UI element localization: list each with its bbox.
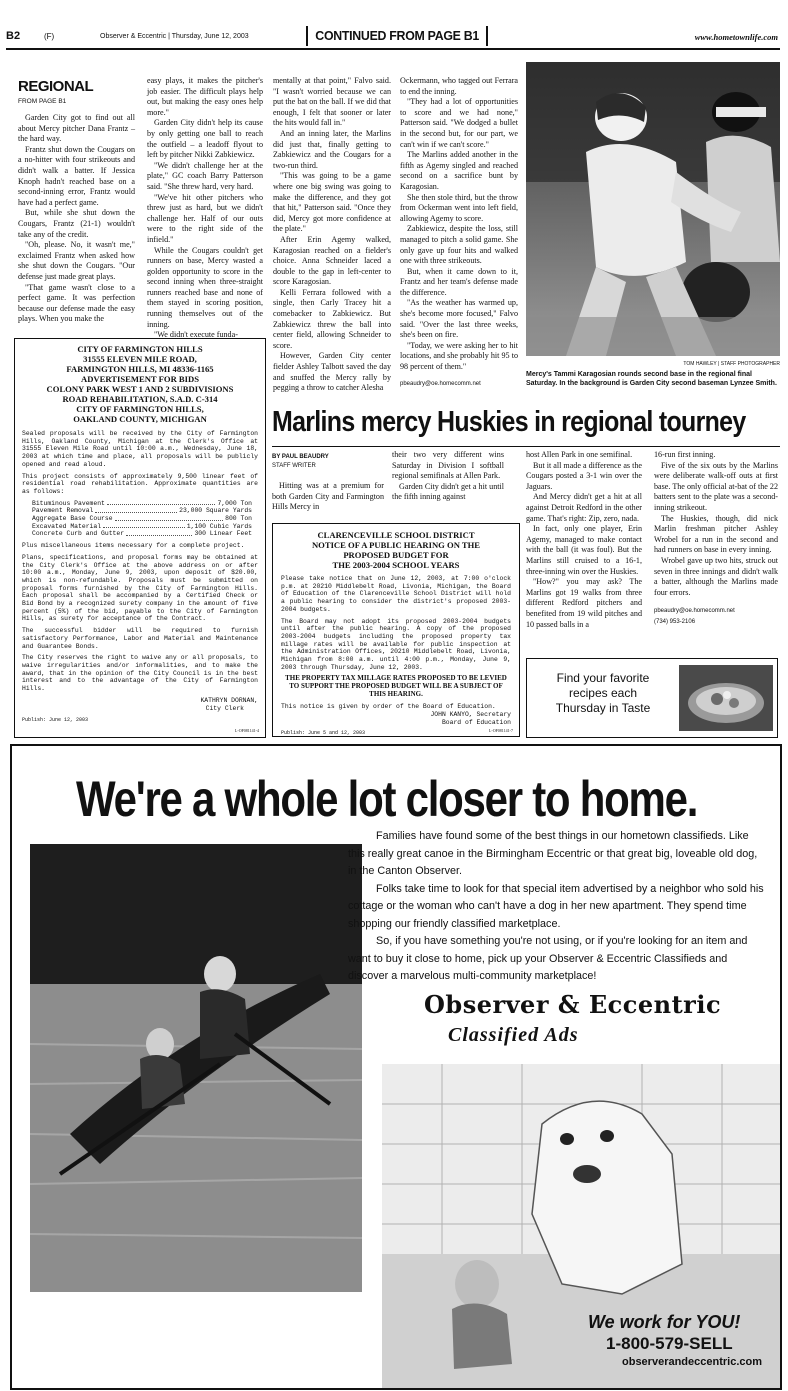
paragraph: Five of the six outs by the Marlins were deliberate walk-off outs at first base. The only official at-bat of the 22 batters sent to the plate was a second-inning strikeout.: [654, 460, 778, 512]
paragraph: their two very different wins Saturday in Division I softball regional semifinals at Allen Park.: [392, 450, 504, 481]
continued-label: CONTINUED FROM PAGE B1: [315, 28, 479, 43]
paragraph: Garden City got to find out all about Mercy pitcher Dana Frantz – the hard way.: [18, 113, 135, 144]
paragraph: "Today, we were asking her to hit locations, and she probably hit 95 to 98 percent of them.": [400, 340, 518, 372]
ad-paragraph: Sealed proposals will be received by the City of Farmington Hills, Oakland County, Michigan at the Clerk's Office at 31555 Eleven Mile Road until 10:00 a.m., Wednesday, June 18, 2003 at which time and place, all proposals will be publicly opened and read aloud.: [22, 430, 258, 468]
paragraph: Garden City didn't get a hit until the fifth inning against: [392, 481, 504, 502]
softball-photo: [526, 62, 780, 356]
classified-body: [348, 828, 768, 986]
continued-banner: [306, 26, 488, 46]
ad-heading: CITY OF FARMINGTON HILLS: [77, 344, 203, 354]
taste-promo-text: [533, 671, 673, 716]
paragraph: Families have found some of the best things in our hometown classifieds. Like this really great canoe in the Birmingham Eccentric or that great big, loveable old dog, in the Canton Observer.: [348, 830, 758, 877]
ad-paragraph: Plus miscellaneous items necessary for a complete project.: [22, 542, 245, 550]
promo-line: Find your favorite: [556, 671, 650, 685]
ad-code: L-OF081141-7: [488, 728, 513, 733]
list-item: Excavated Material 1,100 Cubic Yards: [32, 522, 252, 530]
taste-promo-box[interactable]: [526, 658, 778, 738]
list-item: Pavement Removal 23,000 Square Yards: [32, 507, 252, 515]
paragraph: After Erin Agemy walked, Karagosian reached on a fielder's choice. Anna Schneider laced a double to the gap in left-center to score Karagosian.: [273, 234, 391, 287]
regional-column-1: [18, 113, 135, 325]
ad-paragraph: This project consists of approximately 9,500 linear feet of residential road rehabilitation. Approximate quantities are as follows:: [22, 472, 258, 495]
photo-caption: Mercy's Tammi Karagosian rounds second base in the regional final Saturday. In the background is Garden City second baseman Lynzee Smith.: [526, 371, 777, 387]
ad-signer-title: City Clerk: [205, 704, 244, 712]
quantity-list: [32, 500, 252, 539]
paragraph: Garden City didn't help its cause by only getting one ball to reach the outfield – a leadoff flyout to left by pitcher Nikki Zabkiewicz.: [147, 118, 263, 160]
ad-heading: COLONY PARK WEST 1 AND 2 SUBDIVISIONS: [46, 384, 234, 394]
paragraph: "We didn't execute funda-: [154, 330, 238, 340]
edition-mark: (F): [44, 32, 55, 41]
paragraph: The Huskies, though, did nick Marlin freshman pitcher Ashley Wrobel for a run in the second and had runners on base in every inning.: [654, 513, 778, 555]
paragraph: "We've hit other pitchers who threw just as hard, but we didn't challenge her. Half of our outs were to the right side of the infield.": [147, 192, 263, 244]
paragraph: However, Garden City center fielder Ashley Talbott saved the day and snuffed the Mercy rally by pegging a throw to catcher Alesha: [273, 351, 391, 393]
promo-line: Thursday in Taste: [555, 701, 651, 715]
list-item: Aggregate Base Course 800 Ton: [32, 515, 252, 523]
photo-credit: TOM HAWLEY | STAFF PHOTOGRAPHER: [683, 361, 780, 367]
paragraph: 16-run first inning.: [654, 450, 716, 459]
website-url[interactable]: www.hometownlife.com: [694, 32, 778, 42]
food-illustration: [679, 665, 773, 731]
phone-number[interactable]: 1-800-579-SELL: [606, 1334, 733, 1353]
ad-signer: KATHRYN DORNAN,: [200, 696, 258, 704]
website-link[interactable]: observerandeccentric.com: [622, 1356, 763, 1368]
dateline: Observer & Eccentric | Thursday, June 12, 2003: [100, 33, 249, 40]
paragraph: Wrobel gave up two hits, struck out seven in three innings and didn't walk a batter, although the Marlins made four errors.: [654, 555, 778, 597]
paragraph: While the Cougars couldn't get runners on base, Mercy wasted a golden opportunity to score in the second inning when three-straight runners reached base and none of them stayed in scoring position, running themselves out of the inning.: [147, 245, 263, 329]
classified-ad: [10, 744, 782, 1390]
ad-paragraph: THE PROPERTY TAX MILLAGE RATES PROPOSED TO BE LEVIED TO SUPPORT THE PROPOSED BUDGET WILL BE A SUBJECT OF THIS HEARING.: [285, 674, 507, 698]
paragraph: Kelli Ferrara followed with a single, then Carly Tracey hit a comebacker to Zabkiewicz. But Zabkiewicz threw the ball into center field, allowing Schneider to score.: [273, 287, 391, 350]
classified-ads-logo: Classified Ads: [448, 1024, 579, 1046]
from-page-label: FROM PAGE B1: [18, 98, 67, 105]
ad-paragraph: This notice is given by order of the Board of Education.: [281, 702, 496, 710]
byline: BY PAUL BEAUDRY: [272, 454, 329, 460]
photo-illustration: [526, 62, 780, 356]
headline-rule: [272, 446, 780, 447]
story-headline: Marlins mercy Huskies in regional tourney: [272, 406, 746, 438]
ad-paragraph: Please take notice that on June 12, 2003, at 7:00 o'clock p.m. at 20210 Middlebelt Road, Livonia, Michigan, the Board of Education of the Clarenceville School District will hold a public hearing to consider the district's proposed 2003-2004 budgets.: [281, 575, 511, 613]
paragraph: Folks take time to look for that special item advertised by a neighbor who sold his cottage or the woman who can't have a dog in her new apartment. They spend time shopping our friendly classified marketplace.: [348, 882, 764, 930]
ad-signer: JOHN KANYO, Secretary: [430, 711, 511, 719]
food-photo: [679, 665, 773, 731]
paragraph: But, when it came down to it, Frantz and her team's defense made the difference.: [400, 266, 518, 297]
ad-code: L-OF081141-4: [234, 728, 259, 733]
list-item: Bituminous Pavement 7,000 Ton: [32, 499, 252, 507]
ad-heading: PROPOSED BUDGET FOR: [343, 550, 449, 560]
author-phone: (734) 953-2106: [654, 618, 696, 625]
school-legal-ad: [272, 523, 520, 737]
story-column-d: [654, 450, 778, 628]
paragraph: "They had a lot of opportunities to score and we had none," Patterson said. "We dodged a bullet in the second but, for our part, we can't win if we can't score.": [400, 97, 518, 149]
paragraph: "That game wasn't close to a perfect game. It was perfection because our defense made the easy plays. When you make the: [18, 282, 135, 324]
paragraph: Hitting was at a premium for both Garden City and Farmington Hills Mercy in: [272, 481, 384, 512]
paragraph: Frantz shut down the Cougars on a no-hitter with four strikeouts and didn't walk a batter. If Jessica Knoph hadn't reached base on a second-inning error, Frantz would have had a perfect game.: [18, 144, 135, 207]
canoe-illustration: [30, 844, 362, 1292]
ad-heading: ADVERTISEMENT FOR BIDS: [81, 374, 199, 384]
paragraph: Zabkiewicz, despite the loss, still managed to pitch a solid game. She only gave up four hits and walked one with three strikeouts.: [400, 224, 518, 266]
paragraph: In fact, only one player, Erin Agemy, managed to make contact with the ball (it was foul). But the Marlins still cruised to a 16-1, three-inning win over the Huskies.: [526, 524, 642, 576]
promo-line: recipes each: [568, 686, 638, 700]
canoe-photo: [30, 844, 362, 1292]
story-column-a: [272, 481, 384, 513]
paragraph: "How?" you may ask? The Marlins got 19 walks from three different Redford pitchers and benefited from 19 wild pitches and 10 passed balls in a: [526, 577, 642, 629]
paragraph: And Mercy didn't get a hit at all against Detroit Redford in the other game. That's right: Zip, zero, nada.: [526, 492, 642, 523]
author-email[interactable]: pbeaudry@oe.homecomm.net: [400, 380, 481, 387]
ad-paragraph: Plans, specifications, and proposal forms may be obtained at the City Clerk's Office at the above address on or after 10:00 a.m., Monday, June 9, 2003, upon deposit of $20.00, which is non-refundable. Proposals must be submitted on proposal forms furnished by the City of Farmington Hills. Each proposal shall be accompanied by a Certified Check or Bid Bond by a recognized surety company in the amount of five percent (5%) of the bid, payable to the City of Farmington Hills, as surety for acceptance of the Contract.: [22, 553, 258, 623]
section-kicker: REGIONAL: [18, 78, 94, 95]
regional-column-4: [400, 76, 518, 389]
ad-signer-title: Board of Education: [441, 718, 511, 726]
paragraph: The Marlins added another in the fifth as Agemy singled and reached second on a sacrifice bunt by Karagosian.: [400, 150, 518, 191]
paragraph: "We didn't challenge her at the plate," GC coach Barry Patterson said. "She threw hard, very hard.: [147, 160, 263, 191]
paragraph: Ockermann, who tagged out Ferrara to end the inning.: [400, 76, 518, 96]
list-item: Concrete Curb and Gutter 300 Linear Feet: [32, 530, 252, 538]
ad-paragraph: The successful bidder will be required to furnish satisfactory Performance, Labor and Material and Maintenance and Guarantee Bonds.: [22, 627, 258, 650]
publication-logo[interactable]: Observer & Eccentric: [424, 990, 722, 1019]
bid-legal-ad: [14, 338, 266, 738]
paragraph: But, while she shut down the Cougars, Frantz (21-1) wouldn't take any of the credit.: [18, 208, 135, 239]
paragraph: "Oh, please. No, it wasn't me," exclaimed Frantz when asked how she shut down the Cougars. "Our defense just made great plays.: [18, 240, 135, 281]
ad-paragraph: The Board may not adopt its proposed 2003-2004 budgets until after the public hearing. A copy of the proposed 2003-2004 budgets including the proposed property tax millage rates will be available for public inspection at the Administration Offices, 20210 Middlebelt Road, Livonia, Michigan from 8:00 a.m. until 4:00 p.m., Monday, June 9, 2003 through Thursday, June 12, 2003.: [281, 617, 511, 671]
regional-column-3: [273, 76, 391, 394]
author-email[interactable]: pbeaudry@oe.homecomm.net: [654, 608, 735, 615]
paragraph: mentally at that point," Falvo said. "I wasn't worried because we can put the bat on the ball. If we did that enough, I felt that sooner or later the hits would fall in.": [273, 76, 391, 128]
paragraph: So, if you have something you're not using, or if you're looking for an item and want to buy it close to home, pick up your Observer & Eccentric Classifieds and discover a marvelous multi-community marketplace!: [348, 935, 748, 982]
tagline: We work for YOU!: [588, 1312, 741, 1332]
header-rule: [6, 48, 780, 50]
paragraph: And an inning later, the Marlins did just that, finally getting to Zabkiewicz and the Cougars for a two-run third.: [273, 128, 391, 170]
regional-column-2: [147, 76, 263, 341]
story-column-c: [526, 450, 642, 630]
classified-headline: We're a whole lot closer to home.: [76, 771, 698, 827]
ad-heading: ROAD REHABILITATION, S.A.D. C-314: [62, 394, 218, 404]
paragraph: host Allen Park in one semifinal.: [526, 450, 633, 459]
ad-heading: OAKLAND COUNTY, MICHIGAN: [73, 414, 207, 424]
ad-heading: THE 2003-2004 SCHOOL YEARS: [332, 560, 460, 570]
story-column-b: [392, 450, 504, 503]
ad-heading: FARMINGTON HILLS, MI 48336-1165: [66, 364, 214, 374]
ad-paragraph: The City reserves the right to waive any or all proposals, to waive irregularities and/or informalities, and to make the award, that in the opinion of the City Council is in the best interest and to the advantage of the City of Farmington Hills.: [22, 654, 258, 693]
publish-date: Publish: June 5 and 12, 2003: [281, 729, 366, 736]
paragraph: "This was going to be a game where one big swing was going to make the difference, and they got that hit," Patterson said. "Once they did, Mercy got more confidence at the plate.": [273, 171, 391, 234]
paragraph: But it all made a difference as the Cougars posted a 3-1 win over the Jaguars.: [526, 460, 642, 491]
ad-heading: NOTICE OF A PUBLIC HEARING ON THE: [311, 540, 481, 550]
ad-heading: CLARENCEVILLE SCHOOL DISTRICT: [317, 530, 475, 540]
ad-heading: CITY OF FARMINGTON HILLS,: [76, 404, 204, 414]
byline-role: STAFF WRITER: [272, 463, 316, 469]
publish-date: Publish: June 12, 2003: [22, 717, 89, 724]
paragraph: easy plays, it makes the pitcher's job easier. The difficult plays help out, but making the easy ones help more.": [147, 76, 263, 117]
ad-heading: 31555 ELEVEN MILE ROAD,: [83, 354, 197, 364]
page-number: B2: [6, 30, 21, 42]
paragraph: "As the weather has warmed up, she's become more focused," Falvo said. "Over the last three weeks, she's been on fire.: [400, 298, 518, 340]
paragraph: She then stole third, but the throw from Ockerman went into left field, allowing Agemy to score.: [400, 192, 518, 223]
